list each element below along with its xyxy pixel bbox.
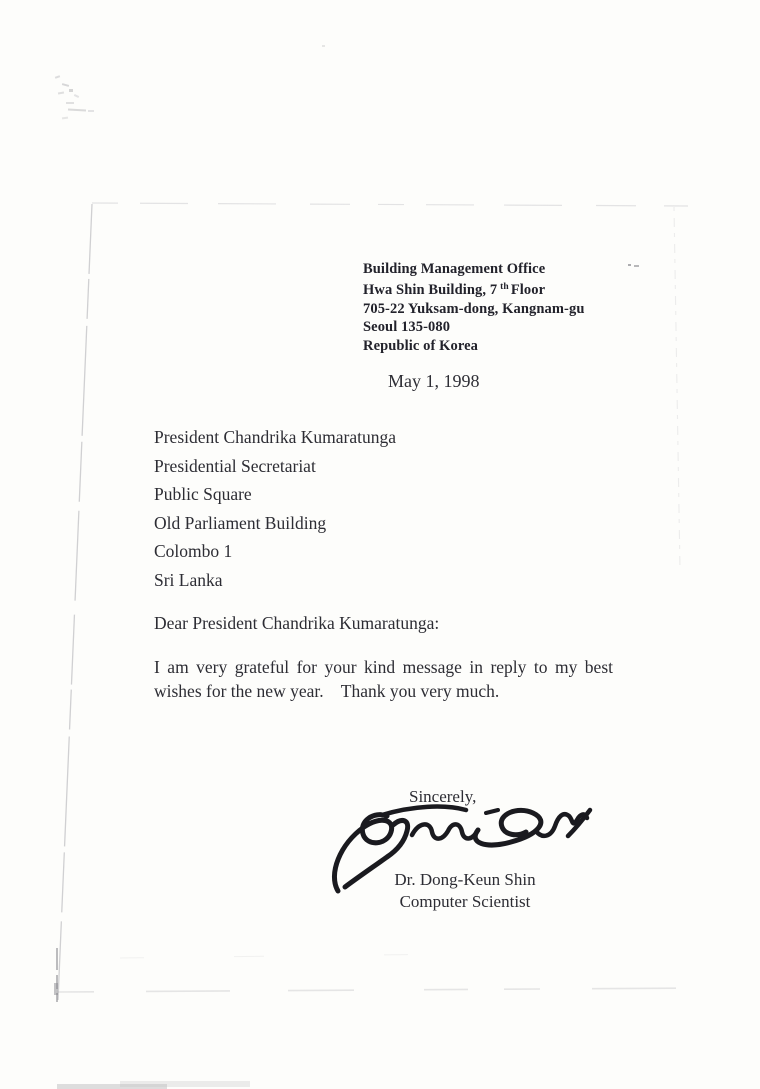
- letterhead-street: 705-22 Yuksam-dong, Kangnam-gu: [363, 300, 585, 317]
- letterhead-building: Hwa Shin Building, 7 $^{th}$ Floor: [363, 282, 546, 299]
- recipient-address: [154, 423, 396, 595]
- recipient-city: Colombo 1: [154, 541, 233, 562]
- recipient-street: Public Square: [154, 484, 252, 505]
- letter-date: May 1, 1998: [388, 371, 480, 391]
- signer-block: [355, 869, 575, 912]
- superscript-th: th: [500, 282, 509, 293]
- letterhead-city: Seoul 135-080: [363, 319, 451, 336]
- recipient-org: Presidential Secretariat: [154, 455, 316, 476]
- letterhead-office: Building Management Office: [363, 261, 546, 277]
- signer-name: Dr. Dong-Keun Shin: [394, 870, 536, 889]
- recipient-name: President Chandrika Kumaratunga: [154, 427, 397, 447]
- letter-body: [154, 656, 613, 703]
- recipient-building: Old Parliament Building: [154, 512, 327, 533]
- recipient-country: Sri Lanka: [154, 569, 223, 590]
- letterhead-country: Republic of Korea: [363, 337, 479, 354]
- body-line-2: wishes for the new year. Thank you very much.: [154, 680, 500, 701]
- salutation: Dear President Chandrika Kumaratunga:: [154, 613, 440, 633]
- signer-title: Computer Scientist: [399, 891, 531, 911]
- body-line-1: I am very grateful for your kind message in reply to my best: [154, 657, 613, 677]
- closing-sincerely: Sincerely,: [409, 787, 477, 806]
- letterhead: [363, 260, 585, 355]
